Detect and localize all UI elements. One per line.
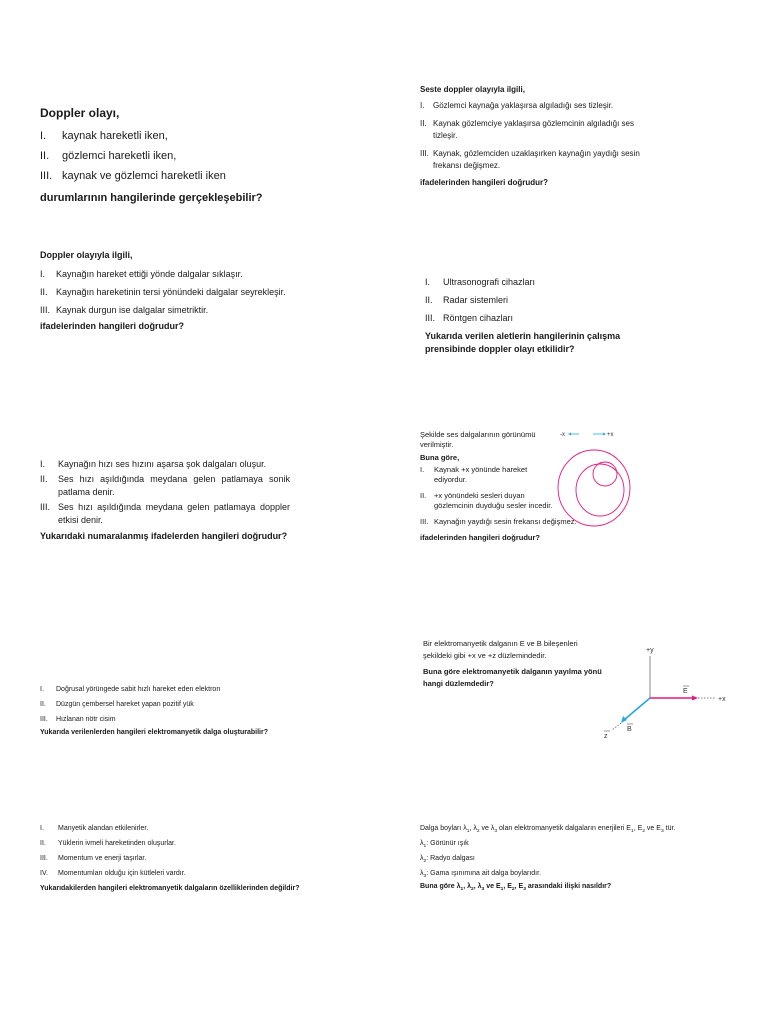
plus-y-label: +y: [646, 647, 654, 654]
question-prompt: Yukarıda verilen aletlerin hangilerinin çalışma prensibinde doppler olayı etkilidir?: [425, 331, 621, 354]
question-stem: Doppler olayı,: [40, 106, 120, 120]
e-vector-arrowhead: [692, 696, 698, 701]
item-text: +x yönündeki sesleri duyan gözlemcinin duyduğu sesler incedir.: [434, 491, 553, 510]
minus-x-label: -x: [560, 432, 565, 438]
item-number: I.: [40, 130, 47, 142]
list-item: [420, 100, 642, 112]
question-wavelength-energy: [420, 823, 720, 890]
question-prompt: Yukarıdakilerden hangileri elektromanyetik dalgaların özelliklerinden değildir?: [40, 885, 300, 892]
item-text: Radar sistemleri: [443, 295, 509, 305]
question-prompt: ifadelerinden hangileri doğrudur?: [420, 533, 541, 542]
z-axis: [612, 723, 621, 730]
list-item: [40, 169, 290, 189]
em-wave-axes-figure: [590, 640, 750, 742]
item-text: Röntgen cihazları: [443, 313, 514, 323]
question-shock-waves: [40, 458, 290, 543]
item-text: Hızlanan nötr cisim: [56, 716, 116, 723]
b-vector: [624, 698, 650, 720]
list-item: [40, 501, 290, 527]
item-number: II.: [40, 150, 50, 162]
list-item: [425, 312, 663, 324]
question-intro: Dalga boyları $\lambda_1$, $\lambda_2$ ve $\lambda_3$ olan elektromanyetik dalgaların enerjileri $E_1$, $E_2$ ve $E_3$ tür.: [420, 825, 676, 834]
list-item: [40, 714, 340, 725]
item-text: Ses hızı aşıldığında meydana gelen patlamaya sonik patlama denir.: [58, 474, 290, 497]
question-em-wave-properties: [40, 823, 350, 894]
item-number: I.: [420, 465, 425, 474]
item-text: Yüklerin ivmeli hareketinden oluşurlar.: [58, 840, 176, 847]
list-item: [425, 276, 663, 288]
item-text: Kaynak +x yönünde hareket ediyordur.: [434, 465, 528, 484]
item-number: III.: [40, 855, 48, 862]
wave-circle-outer: [558, 450, 630, 526]
wave-circle-inner: [593, 462, 617, 486]
item-text: Kaynağın hareket ettiği yönde dalgalar sıklaşır.: [56, 269, 243, 279]
list-item: [40, 823, 350, 834]
item-number: III.: [425, 313, 436, 323]
list-item: [40, 149, 290, 169]
list-item: [40, 129, 290, 149]
list-item: [425, 294, 663, 306]
item-text: Ultrasonografi cihazları: [443, 277, 536, 287]
plus-x-label: +x: [718, 696, 726, 703]
question-em-wave-sources: [40, 684, 340, 736]
list-item: [40, 267, 288, 281]
list-item: [40, 684, 340, 695]
question-prompt: Buna göre $\lambda_1$, $\lambda_2$, $\lambda_3$ ve $E_1$, $E_2$, $E_3$ arasındaki ilişki nasıldır?: [420, 883, 612, 892]
item-number: II.: [420, 491, 427, 500]
plus-x-arrowhead: [603, 433, 606, 436]
plus-x-label: +x: [607, 432, 614, 438]
list-item: [420, 148, 642, 172]
item-number: I.: [40, 825, 44, 832]
e-label: E: [683, 688, 688, 695]
list-item: $\lambda_1$: Görünür ışık: [420, 840, 469, 849]
item-number: I.: [420, 101, 425, 110]
question-prompt: ifadelerinden hangileri doğrudur?: [420, 178, 549, 187]
list-item: [40, 473, 290, 499]
question-prompt: ifadelerinden hangileri doğrudur?: [40, 321, 185, 331]
list-item: [40, 458, 290, 471]
item-number: IV.: [40, 870, 48, 877]
question-intro: Şekilde ses dalgalarının görünümü verilmiştir.: [420, 430, 536, 449]
question-stem: Doppler olayıyla ilgili,: [40, 250, 133, 260]
item-text: Kaynak durgun ise dalgalar simetriktir.: [56, 305, 209, 315]
item-text: kaynak ve gözlemci hareketli iken: [62, 170, 226, 182]
item-text: Kaynağın hareketinin tersi yönündeki dalgalar seyrekleşir.: [56, 287, 286, 297]
item-number: III.: [40, 502, 51, 512]
item-text: Kaynak, gözlemciden uzaklaşırken kaynağın yaydığı sesin frekansı değişmez.: [433, 149, 640, 170]
list-item: $\lambda_3$: Gama ışınımına ait dalga boylarıdır.: [420, 870, 542, 879]
list-item: [40, 285, 288, 299]
item-text: Doğrusal yörüngede sabit hızlı hareket eden elektron: [56, 686, 221, 693]
item-text: Manyetik alandan etkilenirler.: [58, 825, 149, 832]
item-number: I.: [425, 277, 431, 287]
question-intro: Bir elektromanyetik dalganın E ve B bileşenleri şekildeki gibi +x ve +z düzlemindedir.: [423, 639, 578, 660]
question-prompt: Yukarıdaki numaralanmış ifadelerden hangileri doğrudur?: [40, 531, 288, 541]
item-number: II.: [425, 295, 433, 305]
item-number: I.: [40, 686, 44, 693]
item-text: Ses hızı aşıldığında meydana gelen patlamaya doppler etkisi denir.: [58, 502, 290, 525]
item-number: II.: [420, 119, 427, 128]
b-label: B: [627, 726, 632, 733]
item-number: III.: [40, 170, 53, 182]
question-prompt: Yukarıda verilenlerden hangileri elektromanyetik dalga oluşturabilir?: [40, 729, 268, 736]
question-prompt: durumlarının hangilerinde gerçekleşebilir?: [40, 192, 263, 204]
item-number: III.: [40, 305, 51, 315]
item-text: Momentumları olduğu için kütleleri vardır.: [58, 870, 186, 877]
list-item: [420, 491, 554, 511]
item-text: kaynak hareketli iken,: [62, 130, 168, 142]
item-number: III.: [420, 149, 429, 158]
item-text: Momentum ve enerji taşırlar.: [58, 855, 147, 862]
item-number: III.: [420, 517, 429, 526]
question-doppler-conditions: [40, 106, 290, 204]
question-doppler-statements: [40, 250, 288, 331]
z-label: z: [604, 733, 608, 740]
question-prompt: Buna göre elektromanyetik dalganın yayılma yönü hangi düzlemdedir?: [423, 667, 602, 688]
item-number: II.: [40, 474, 48, 484]
item-number: II.: [40, 287, 48, 297]
minus-x-arrowhead: [568, 433, 571, 436]
list-item: $\lambda_2$: Radyo dalgası: [420, 855, 475, 864]
item-number: I.: [40, 459, 46, 469]
item-text: Kaynak gözlemciye yaklaşırsa gözlemcinin algıladığı ses tizleşir.: [433, 119, 634, 140]
item-text: Kaynağın yaydığı sesin frekansı değişmez.: [434, 517, 577, 526]
b-vector-arrowhead: [621, 716, 627, 723]
question-sound-doppler: [420, 85, 642, 187]
sound-wave-circles-figure: [555, 428, 635, 532]
list-item: [40, 303, 288, 317]
list-item: [40, 868, 350, 879]
list-item: [420, 118, 642, 142]
question-stem: Buna göre,: [420, 453, 460, 462]
question-em-wave-direction: [423, 638, 608, 690]
list-item: [40, 699, 340, 710]
list-item: [420, 465, 554, 485]
list-item: [40, 853, 350, 864]
item-text: Düzgün çembersel hareket yapan pozitif yük: [56, 701, 194, 708]
item-text: Gözlemci kaynağa yaklaşırsa algıladığı ses tizleşir.: [433, 101, 614, 110]
item-text: Kaynağın hızı ses hızını aşarsa şok dalgaları oluşur.: [58, 459, 267, 469]
list-item: [40, 838, 350, 849]
item-number: I.: [40, 269, 46, 279]
question-doppler-devices: [425, 276, 663, 356]
question-stem: Seste doppler olayıyla ilgili,: [420, 85, 525, 94]
item-text: gözlemci hareketli iken,: [62, 150, 177, 162]
item-number: II.: [40, 701, 46, 708]
item-number: II.: [40, 840, 46, 847]
item-number: III.: [40, 716, 48, 723]
